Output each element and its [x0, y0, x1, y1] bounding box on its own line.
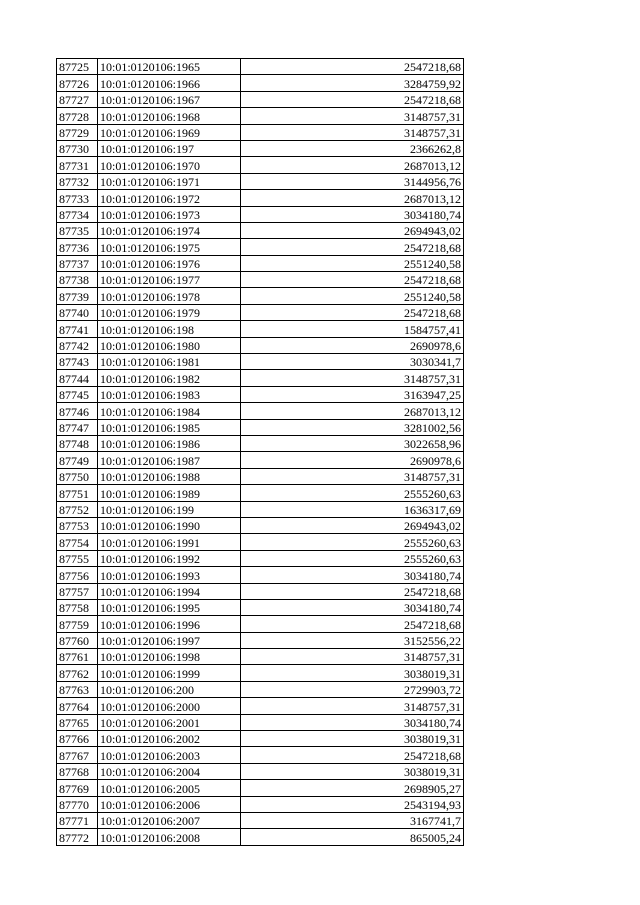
table-row	[57, 567, 464, 583]
value-cell: 3038019,31	[241, 665, 464, 681]
value-cell: 2551240,58	[241, 255, 464, 271]
row-number-cell: 87731	[57, 157, 98, 173]
value-cell: 2555260,63	[241, 534, 464, 550]
cadastral-number-cell: 10:01:0120106:1996	[98, 616, 241, 632]
row-number-cell: 87757	[57, 583, 98, 599]
table-row	[57, 468, 464, 484]
cadastral-number-cell: 10:01:0120106:2008	[98, 829, 241, 845]
value-cell: 3144956,76	[241, 173, 464, 189]
value-cell: 1636317,69	[241, 501, 464, 517]
value-cell: 2690978,6	[241, 337, 464, 353]
table-row	[57, 91, 464, 107]
cadastral-value-table	[56, 58, 464, 846]
table-row	[57, 370, 464, 386]
value-cell: 2547218,68	[241, 583, 464, 599]
row-number-cell: 87732	[57, 173, 98, 189]
cadastral-number-cell: 10:01:0120106:1992	[98, 550, 241, 566]
row-number-cell: 87752	[57, 501, 98, 517]
cadastral-number-cell: 10:01:0120106:1986	[98, 435, 241, 451]
value-cell: 3038019,31	[241, 763, 464, 779]
value-cell: 2551240,58	[241, 288, 464, 304]
row-number-cell: 87766	[57, 731, 98, 747]
value-cell: 3038019,31	[241, 731, 464, 747]
cadastral-number-cell: 10:01:0120106:2002	[98, 731, 241, 747]
cadastral-number-cell: 10:01:0120106:1984	[98, 403, 241, 419]
row-number-cell: 87726	[57, 75, 98, 91]
value-cell: 2543194,93	[241, 796, 464, 812]
cadastral-number-cell: 10:01:0120106:2000	[98, 698, 241, 714]
table-row	[57, 698, 464, 714]
value-cell: 2547218,68	[241, 239, 464, 255]
value-cell: 2690978,6	[241, 452, 464, 468]
row-number-cell: 87744	[57, 370, 98, 386]
value-cell: 3034180,74	[241, 206, 464, 222]
cadastral-number-cell: 10:01:0120106:1989	[98, 485, 241, 501]
table-row	[57, 452, 464, 468]
cadastral-number-cell: 10:01:0120106:1994	[98, 583, 241, 599]
cadastral-number-cell: 10:01:0120106:198	[98, 321, 241, 337]
cadastral-number-cell: 10:01:0120106:1995	[98, 599, 241, 615]
value-cell: 2547218,68	[241, 91, 464, 107]
value-cell: 3148757,31	[241, 370, 464, 386]
row-number-cell: 87749	[57, 452, 98, 468]
row-number-cell: 87768	[57, 763, 98, 779]
value-cell: 1584757,41	[241, 321, 464, 337]
value-cell: 2698905,27	[241, 780, 464, 796]
value-cell: 2547218,68	[241, 59, 464, 75]
value-cell: 865005,24	[241, 829, 464, 845]
row-number-cell: 87764	[57, 698, 98, 714]
table-row	[57, 108, 464, 124]
row-number-cell: 87729	[57, 124, 98, 140]
table-row	[57, 829, 464, 845]
cadastral-number-cell: 10:01:0120106:1993	[98, 567, 241, 583]
value-cell: 2555260,63	[241, 550, 464, 566]
table-row	[57, 337, 464, 353]
row-number-cell: 87758	[57, 599, 98, 615]
value-cell: 3284759,92	[241, 75, 464, 91]
row-number-cell: 87725	[57, 59, 98, 75]
cadastral-number-cell: 10:01:0120106:1998	[98, 649, 241, 665]
value-cell: 2694943,02	[241, 222, 464, 238]
cadastral-number-cell: 10:01:0120106:1979	[98, 304, 241, 320]
row-number-cell: 87763	[57, 681, 98, 697]
cadastral-number-cell: 10:01:0120106:1972	[98, 190, 241, 206]
table-row	[57, 321, 464, 337]
value-cell: 3167741,7	[241, 812, 464, 828]
value-cell: 2729903,72	[241, 681, 464, 697]
table-row	[57, 157, 464, 173]
cadastral-number-cell: 10:01:0120106:2001	[98, 714, 241, 730]
table-row	[57, 550, 464, 566]
table-row	[57, 403, 464, 419]
row-number-cell: 87756	[57, 567, 98, 583]
cadastral-number-cell: 10:01:0120106:2006	[98, 796, 241, 812]
cadastral-number-cell: 10:01:0120106:1983	[98, 386, 241, 402]
table-row	[57, 222, 464, 238]
row-number-cell: 87736	[57, 239, 98, 255]
table-row	[57, 272, 464, 288]
row-number-cell: 87733	[57, 190, 98, 206]
cadastral-number-cell: 10:01:0120106:1976	[98, 255, 241, 271]
value-cell: 2547218,68	[241, 272, 464, 288]
table-row	[57, 173, 464, 189]
table-row	[57, 435, 464, 451]
row-number-cell: 87761	[57, 649, 98, 665]
row-number-cell: 87772	[57, 829, 98, 845]
table-row	[57, 419, 464, 435]
row-number-cell: 87727	[57, 91, 98, 107]
table-row	[57, 763, 464, 779]
row-number-cell: 87734	[57, 206, 98, 222]
row-number-cell: 87765	[57, 714, 98, 730]
cadastral-number-cell: 10:01:0120106:1971	[98, 173, 241, 189]
value-cell: 3148757,31	[241, 698, 464, 714]
cadastral-number-cell: 10:01:0120106:1978	[98, 288, 241, 304]
row-number-cell: 87747	[57, 419, 98, 435]
value-cell: 3281002,56	[241, 419, 464, 435]
table-body	[57, 59, 464, 846]
cadastral-number-cell: 10:01:0120106:1975	[98, 239, 241, 255]
cadastral-number-cell: 10:01:0120106:2005	[98, 780, 241, 796]
cadastral-number-cell: 10:01:0120106:1970	[98, 157, 241, 173]
table-row	[57, 665, 464, 681]
value-cell: 2687013,12	[241, 190, 464, 206]
cadastral-number-cell: 10:01:0120106:1965	[98, 59, 241, 75]
row-number-cell: 87770	[57, 796, 98, 812]
table-row	[57, 354, 464, 370]
row-number-cell: 87728	[57, 108, 98, 124]
cadastral-number-cell: 10:01:0120106:2003	[98, 747, 241, 763]
cadastral-number-cell: 10:01:0120106:1966	[98, 75, 241, 91]
value-cell: 3034180,74	[241, 714, 464, 730]
table-row	[57, 812, 464, 828]
value-cell: 2694943,02	[241, 517, 464, 533]
table-row	[57, 501, 464, 517]
table-row	[57, 485, 464, 501]
value-cell: 3030341,7	[241, 354, 464, 370]
value-cell: 3148757,31	[241, 124, 464, 140]
cadastral-number-cell: 10:01:0120106:1997	[98, 632, 241, 648]
row-number-cell: 87753	[57, 517, 98, 533]
value-cell: 3022658,96	[241, 435, 464, 451]
value-cell: 3148757,31	[241, 468, 464, 484]
table-row	[57, 649, 464, 665]
table-row	[57, 780, 464, 796]
cadastral-number-cell: 10:01:0120106:2004	[98, 763, 241, 779]
cadastral-number-cell: 10:01:0120106:1991	[98, 534, 241, 550]
cadastral-number-cell: 10:01:0120106:1985	[98, 419, 241, 435]
table-row	[57, 632, 464, 648]
cadastral-number-cell: 10:01:0120106:1974	[98, 222, 241, 238]
row-number-cell: 87759	[57, 616, 98, 632]
table-row	[57, 616, 464, 632]
row-number-cell: 87738	[57, 272, 98, 288]
row-number-cell: 87769	[57, 780, 98, 796]
cadastral-number-cell: 10:01:0120106:1967	[98, 91, 241, 107]
value-cell: 2555260,63	[241, 485, 464, 501]
row-number-cell: 87743	[57, 354, 98, 370]
table-row	[57, 681, 464, 697]
cadastral-number-cell: 10:01:0120106:197	[98, 140, 241, 156]
value-cell: 3163947,25	[241, 386, 464, 402]
value-cell: 3148757,31	[241, 649, 464, 665]
cadastral-number-cell: 10:01:0120106:1990	[98, 517, 241, 533]
row-number-cell: 87748	[57, 435, 98, 451]
table-row	[57, 124, 464, 140]
row-number-cell: 87755	[57, 550, 98, 566]
table-row	[57, 190, 464, 206]
table-row	[57, 731, 464, 747]
value-cell: 2687013,12	[241, 403, 464, 419]
table-row	[57, 255, 464, 271]
value-cell: 3034180,74	[241, 567, 464, 583]
row-number-cell: 87737	[57, 255, 98, 271]
value-cell: 3034180,74	[241, 599, 464, 615]
value-cell: 2547218,68	[241, 304, 464, 320]
row-number-cell: 87739	[57, 288, 98, 304]
row-number-cell: 87750	[57, 468, 98, 484]
row-number-cell: 87771	[57, 812, 98, 828]
cadastral-number-cell: 10:01:0120106:1977	[98, 272, 241, 288]
table-row	[57, 517, 464, 533]
table-row	[57, 747, 464, 763]
value-cell: 2547218,68	[241, 747, 464, 763]
row-number-cell: 87746	[57, 403, 98, 419]
cadastral-number-cell: 10:01:0120106:1969	[98, 124, 241, 140]
cadastral-number-cell: 10:01:0120106:199	[98, 501, 241, 517]
table-row	[57, 59, 464, 75]
cadastral-number-cell: 10:01:0120106:1981	[98, 354, 241, 370]
table-row	[57, 304, 464, 320]
value-cell: 3148757,31	[241, 108, 464, 124]
cadastral-number-cell: 10:01:0120106:1968	[98, 108, 241, 124]
cadastral-number-cell: 10:01:0120106:1987	[98, 452, 241, 468]
cadastral-number-cell: 10:01:0120106:1973	[98, 206, 241, 222]
row-number-cell: 87741	[57, 321, 98, 337]
value-cell: 3152556,22	[241, 632, 464, 648]
value-cell: 2547218,68	[241, 616, 464, 632]
table-row	[57, 206, 464, 222]
table-row	[57, 599, 464, 615]
table-row	[57, 583, 464, 599]
row-number-cell: 87745	[57, 386, 98, 402]
table-row	[57, 386, 464, 402]
table-row	[57, 239, 464, 255]
value-cell: 2687013,12	[241, 157, 464, 173]
row-number-cell: 87762	[57, 665, 98, 681]
table-row	[57, 796, 464, 812]
cadastral-number-cell: 10:01:0120106:1999	[98, 665, 241, 681]
row-number-cell: 87735	[57, 222, 98, 238]
row-number-cell: 87754	[57, 534, 98, 550]
value-cell: 2366262,8	[241, 140, 464, 156]
row-number-cell: 87740	[57, 304, 98, 320]
row-number-cell: 87742	[57, 337, 98, 353]
cadastral-number-cell: 10:01:0120106:2007	[98, 812, 241, 828]
row-number-cell: 87751	[57, 485, 98, 501]
table-row	[57, 714, 464, 730]
cadastral-number-cell: 10:01:0120106:1980	[98, 337, 241, 353]
table-row	[57, 75, 464, 91]
cadastral-number-cell: 10:01:0120106:200	[98, 681, 241, 697]
table-row	[57, 288, 464, 304]
table-row	[57, 534, 464, 550]
row-number-cell: 87760	[57, 632, 98, 648]
row-number-cell: 87767	[57, 747, 98, 763]
cadastral-number-cell: 10:01:0120106:1988	[98, 468, 241, 484]
table-row	[57, 140, 464, 156]
cadastral-number-cell: 10:01:0120106:1982	[98, 370, 241, 386]
row-number-cell: 87730	[57, 140, 98, 156]
